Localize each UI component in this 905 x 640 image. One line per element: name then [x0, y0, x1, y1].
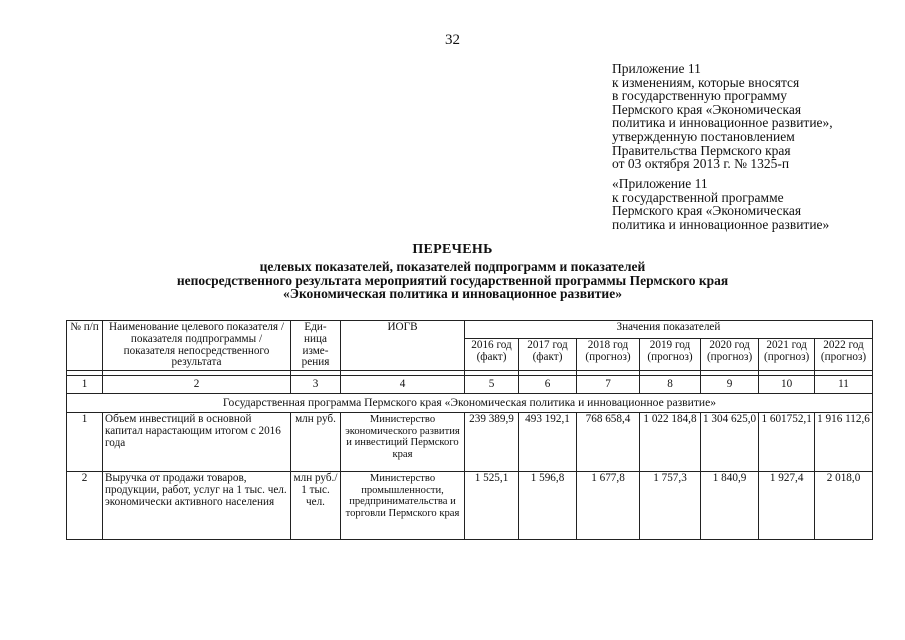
page-number: 32: [445, 32, 460, 48]
indicator-value: 1 916 112,6: [815, 413, 873, 472]
indicator-value: 1 022 184,8: [640, 413, 701, 472]
subtitle-line: «Экономическая политика и инновационное развитие»: [283, 286, 622, 302]
appendix-line: Пермского края «Экономическая: [612, 101, 802, 117]
indicator-name: Объем инвестиций в основной капитал нарастающим итогом с 2016 года: [103, 413, 291, 472]
header-name: Наименование целевого показателя / показателя подпрограммы / показателя непосредственного результата: [103, 321, 291, 371]
header-year: 2017 год (факт): [519, 338, 577, 370]
header-year: 2020 год (прогноз): [701, 338, 759, 370]
column-number: 9: [701, 376, 759, 394]
appendix-block-amendments: [612, 62, 833, 171]
appendix-line: политика и инновационное развитие»: [612, 216, 830, 232]
header-values-group: Значения показателей: [465, 321, 873, 339]
appendix-line: «Приложение 11: [612, 176, 708, 191]
indicator-value: 1 601752,1: [759, 413, 815, 472]
column-number: 2: [103, 376, 291, 394]
appendix-line: Правительства Пермского края: [612, 142, 791, 158]
section-title: Государственная программа Пермского края «Экономическая политика и инновационное развитие»: [67, 394, 873, 413]
column-number: 3: [291, 376, 341, 394]
indicator-iogv: Министерство экономического развития и инвестиций Пермского края: [341, 413, 465, 472]
indicator-value: 493 192,1: [519, 413, 577, 472]
appendix-line: политика и инновационное развитие»,: [612, 115, 833, 131]
indicator-value: 1 840,9: [701, 472, 759, 540]
column-number: 6: [519, 376, 577, 394]
column-number: 11: [815, 376, 873, 394]
indicator-value: 1 525,1: [465, 472, 519, 540]
column-number: 8: [640, 376, 701, 394]
column-number: 4: [341, 376, 465, 394]
column-number: 1: [67, 376, 103, 394]
column-number: 5: [465, 376, 519, 394]
header-year: 2022 год (прогноз): [815, 338, 873, 370]
indicator-value: 1 757,3: [640, 472, 701, 540]
header-num: № п/п: [67, 321, 103, 371]
indicator-unit: млн руб./ 1 тыс. чел.: [291, 472, 341, 540]
subtitle-line: целевых показателей, показателей подпрограмм и показателей: [259, 259, 646, 274]
column-numbers-row: [67, 376, 873, 394]
indicator-name: Выручка от продажи товаров, продукции, работ, услуг на 1 тыс. чел. экономически активного населения: [103, 472, 291, 540]
table-row: [67, 472, 873, 540]
appendix-line: от 03 октября 2013 г. № 1325-п: [612, 156, 790, 172]
indicator-value: 1 927,4: [759, 472, 815, 540]
column-number: 7: [577, 376, 640, 394]
indicator-value: 1 304 625,0: [701, 413, 759, 472]
header-iogv: ИОГВ: [341, 321, 465, 371]
indicator-value: 239 389,9: [465, 413, 519, 472]
header-year: 2016 год (факт): [465, 338, 519, 370]
indicator-value: 2 018,0: [815, 472, 873, 540]
indicators-table: [66, 320, 873, 540]
header-year: 2018 год (прогноз): [577, 338, 640, 370]
subtitle-line: непосредственного результата мероприятий государственной программы Пермского края: [176, 272, 729, 288]
indicator-value: 1 677,8: [577, 472, 640, 540]
row-number: 1: [67, 413, 103, 472]
table-row: [67, 413, 873, 472]
section-row: [67, 394, 873, 413]
appendix-line: к государственной программе: [612, 189, 784, 205]
document-title: ПЕРЕЧЕНЬ: [412, 242, 493, 257]
header-year: 2019 год (прогноз): [640, 338, 701, 370]
row-number: 2: [67, 472, 103, 540]
indicator-iogv: Министерство промышленности, предпринимательства и торговли Пермского края: [341, 472, 465, 540]
document-subtitle: [0, 260, 905, 301]
appendix-line: утвержденную постановлением: [612, 128, 795, 144]
appendix-block-program: [612, 177, 829, 231]
indicator-value: 1 596,8: [519, 472, 577, 540]
appendix-line: Пермского края «Экономическая: [612, 203, 802, 219]
appendix-line: в государственную программу: [612, 88, 788, 104]
header-unit: Еди-ница изме-рения: [291, 321, 341, 371]
indicator-unit: млн руб.: [291, 413, 341, 472]
indicator-value: 768 658,4: [577, 413, 640, 472]
appendix-line: к изменениям, которые вносятся: [612, 74, 800, 90]
header-year: 2021 год (прогноз): [759, 338, 815, 370]
column-number: 10: [759, 376, 815, 394]
appendix-line: Приложение 11: [612, 61, 701, 76]
